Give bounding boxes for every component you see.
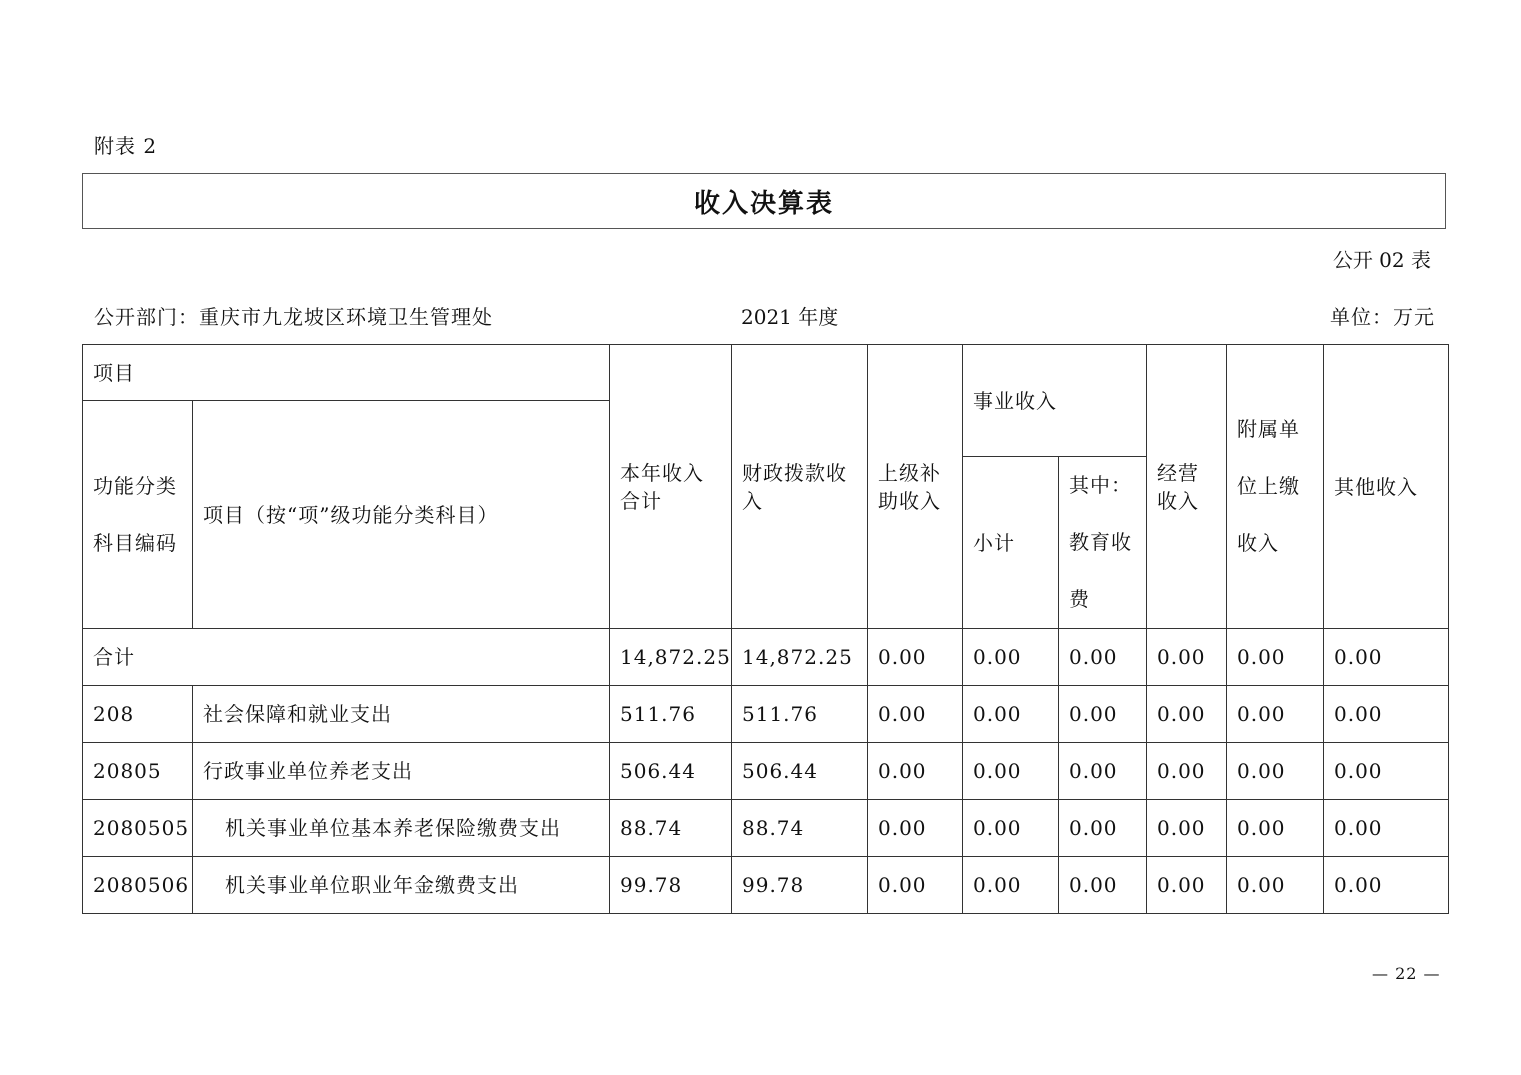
other-cell: 0.00 xyxy=(1324,686,1449,743)
edu-cell: 0.00 xyxy=(1059,686,1147,743)
table-row xyxy=(83,743,1449,800)
total-income-cell: 14,872.25 xyxy=(610,629,732,686)
total-subtotal-cell: 0.00 xyxy=(963,629,1059,686)
subtotal-cell: 0.00 xyxy=(963,800,1059,857)
income-table xyxy=(82,344,1449,914)
name-cell: 行政事业单位养老支出 xyxy=(193,743,610,800)
header-project: 项目 xyxy=(83,345,610,401)
income-total-cell: 88.74 xyxy=(610,800,732,857)
total-edu-cell: 0.00 xyxy=(1059,629,1147,686)
total-operating-cell: 0.00 xyxy=(1147,629,1227,686)
header-fiscal: 财政拨款收入 xyxy=(732,345,868,629)
fiscal-cell: 506.44 xyxy=(732,743,868,800)
operating-cell: 0.00 xyxy=(1147,857,1227,914)
total-fiscal-cell: 14,872.25 xyxy=(732,629,868,686)
affiliated-cell: 0.00 xyxy=(1227,743,1324,800)
unit-label: 单位：万元 xyxy=(1330,305,1435,329)
total-superior-cell: 0.00 xyxy=(868,629,963,686)
appendix-label: 附表 2 xyxy=(94,134,158,158)
table-row xyxy=(83,800,1449,857)
superior-cell: 0.00 xyxy=(868,743,963,800)
header-affiliated: 附属单位上缴收入 xyxy=(1227,345,1324,629)
header-total: 本年收入合计 xyxy=(610,345,732,629)
department-label: 公开部门：重庆市九龙坡区环境卫生管理处 xyxy=(94,305,493,329)
table-title: 收入决算表 xyxy=(82,173,1446,229)
code-cell: 2080505 xyxy=(83,800,193,857)
header-subtotal: 小计 xyxy=(963,457,1059,629)
total-label: 合计 xyxy=(83,629,610,686)
code-cell: 2080506 xyxy=(83,857,193,914)
affiliated-cell: 0.00 xyxy=(1227,857,1324,914)
header-business: 事业收入 xyxy=(963,345,1147,457)
page-number: — 22 — xyxy=(1372,964,1441,983)
edu-cell: 0.00 xyxy=(1059,743,1147,800)
total-row xyxy=(83,629,1449,686)
header-other: 其他收入 xyxy=(1324,345,1449,629)
operating-cell: 0.00 xyxy=(1147,743,1227,800)
header-operating: 经营收入 xyxy=(1147,345,1227,629)
total-affiliated-cell: 0.00 xyxy=(1227,629,1324,686)
edu-cell: 0.00 xyxy=(1059,857,1147,914)
income-total-cell: 511.76 xyxy=(610,686,732,743)
fiscal-cell: 511.76 xyxy=(732,686,868,743)
name-cell: 社会保障和就业支出 xyxy=(193,686,610,743)
header-superior: 上级补助收入 xyxy=(868,345,963,629)
other-cell: 0.00 xyxy=(1324,743,1449,800)
other-cell: 0.00 xyxy=(1324,857,1449,914)
subtotal-cell: 0.00 xyxy=(963,686,1059,743)
table-row xyxy=(83,857,1449,914)
code-cell: 20805 xyxy=(83,743,193,800)
code-cell: 208 xyxy=(83,686,193,743)
superior-cell: 0.00 xyxy=(868,686,963,743)
form-number: 公开 02 表 xyxy=(1332,248,1431,272)
subtotal-cell: 0.00 xyxy=(963,743,1059,800)
fiscal-cell: 99.78 xyxy=(732,857,868,914)
header-item-name: 项目（按“项”级功能分类科目） xyxy=(193,401,610,629)
header-edu: 其中：教育收费 xyxy=(1059,457,1147,629)
name-cell: 机关事业单位基本养老保险缴费支出 xyxy=(193,800,610,857)
superior-cell: 0.00 xyxy=(868,800,963,857)
operating-cell: 0.00 xyxy=(1147,800,1227,857)
income-total-cell: 506.44 xyxy=(610,743,732,800)
affiliated-cell: 0.00 xyxy=(1227,686,1324,743)
subtotal-cell: 0.00 xyxy=(963,857,1059,914)
header-func-code: 功能分类科目编码 xyxy=(83,401,193,629)
income-total-cell: 99.78 xyxy=(610,857,732,914)
other-cell: 0.00 xyxy=(1324,800,1449,857)
name-cell: 机关事业单位职业年金缴费支出 xyxy=(193,857,610,914)
edu-cell: 0.00 xyxy=(1059,800,1147,857)
affiliated-cell: 0.00 xyxy=(1227,800,1324,857)
operating-cell: 0.00 xyxy=(1147,686,1227,743)
table-row xyxy=(83,686,1449,743)
fiscal-cell: 88.74 xyxy=(732,800,868,857)
superior-cell: 0.00 xyxy=(868,857,963,914)
fiscal-year: 2021 年度 xyxy=(741,305,839,329)
total-other-cell: 0.00 xyxy=(1324,629,1449,686)
